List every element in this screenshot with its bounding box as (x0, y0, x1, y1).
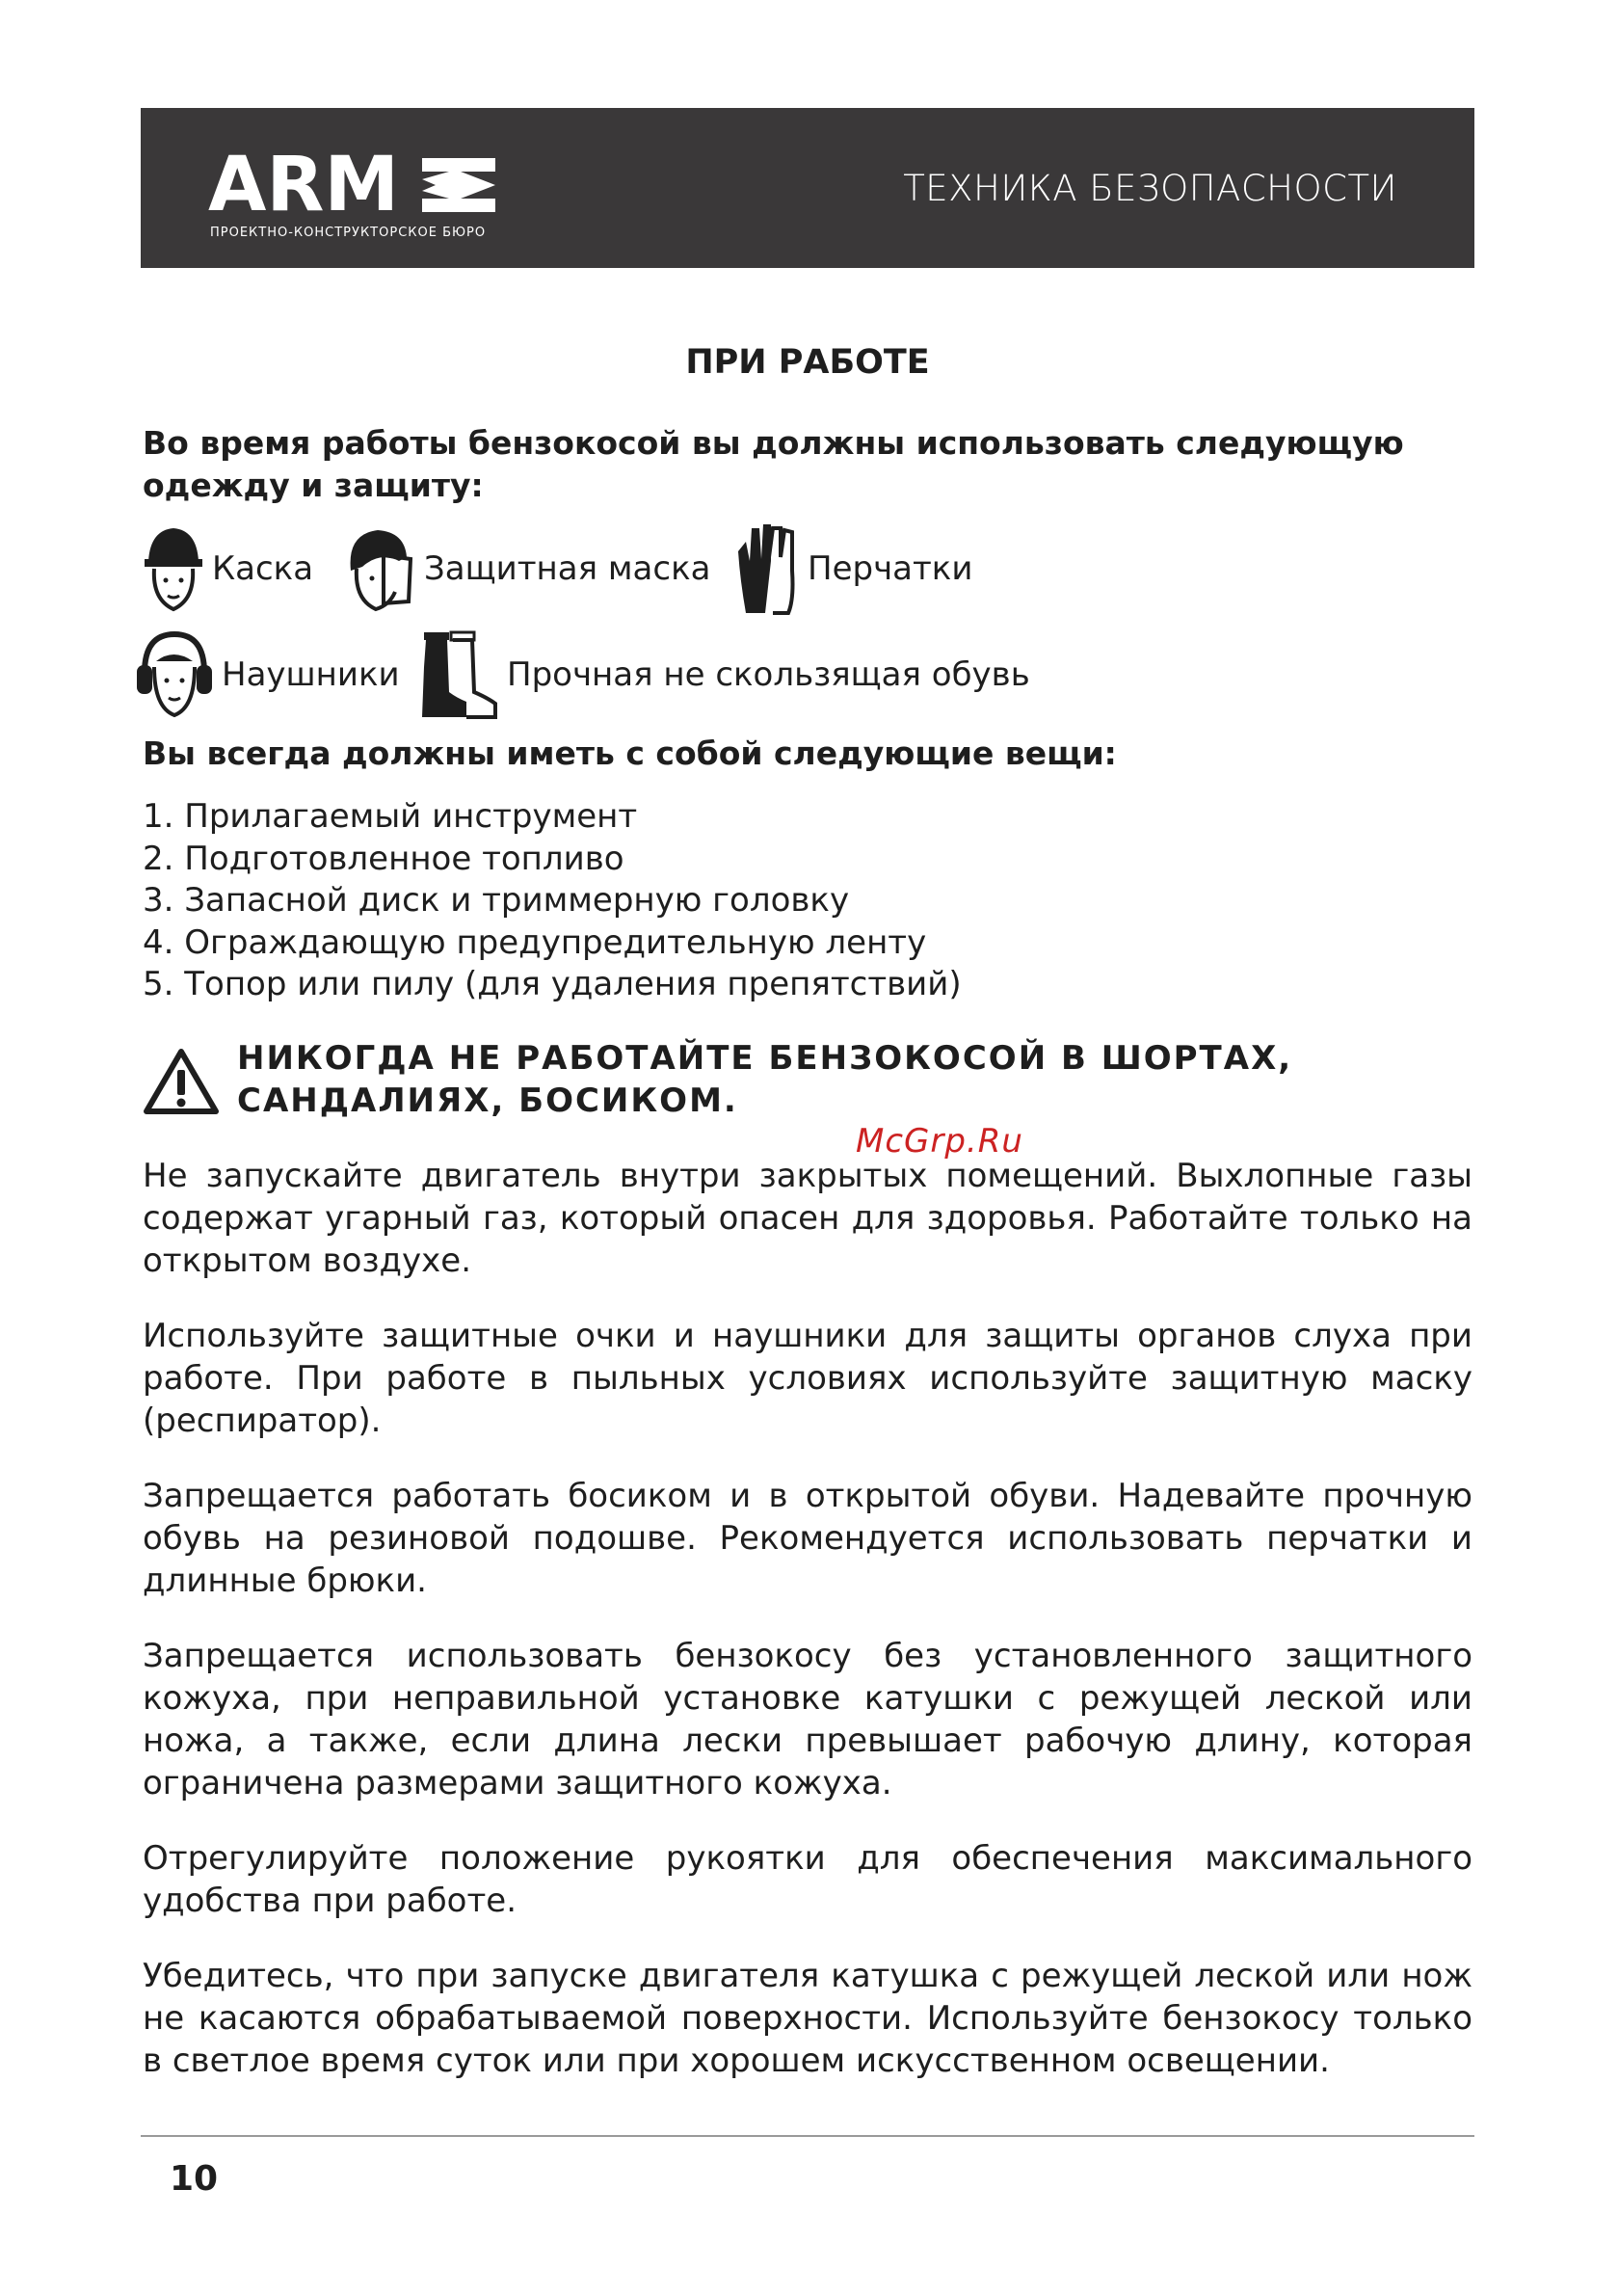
watermark: McGrp.Ru (856, 1122, 1023, 1161)
list-item: 3. Запасной диск и триммерную головку (143, 881, 850, 920)
paragraph: Убедитесь, что при запуске двигателя катушка с режущей леской или нож не касаются обрабатываемой поверхности. Используйте бензокосу только в светлое время суток или при хорошем искусственном освещении. (143, 1957, 1472, 2080)
warning-triangle-icon (143, 1047, 220, 1116)
page-title: ПРИ РАБОТЕ (685, 343, 930, 382)
logo-text: ARM (208, 147, 400, 224)
section-title: ТЕХНИКА БЕЗОПАСНОСТИ (903, 168, 1397, 209)
ppe-label: Каска (212, 549, 314, 588)
ppe-label: Перчатки (808, 549, 973, 588)
warning-block (143, 1037, 1472, 1134)
items-list (143, 796, 962, 1006)
list-item: 5. Топор или пилу (для удаления препятствий) (143, 965, 962, 1003)
page-number: 10 (170, 2159, 219, 2199)
gloves-icon (732, 522, 800, 615)
list-item: 2. Подготовленное топливо (143, 839, 624, 878)
ppe-label: Наушники (222, 655, 400, 694)
paragraph: Запрещается работать босиком и в открытой обуви. Надевайте прочную обувь на резиновой подошве. Рекомендуется использовать перчатки и длинные брюки. (143, 1477, 1472, 1600)
list-item: 4. Ограждающую предупредительную ленту (143, 922, 927, 962)
ear-muffs-icon (135, 628, 214, 721)
logo-mark-icon (208, 147, 507, 224)
ppe-label: Защитная маска (424, 549, 711, 588)
ppe-label: Прочная не скользящая обувь (507, 655, 1030, 694)
footer-divider (141, 2135, 1474, 2137)
header-banner (141, 108, 1474, 268)
face-shield-icon (341, 522, 416, 615)
ppe-item-ear-muffs (135, 627, 400, 723)
items-heading: Вы всегда должны иметь с собой следующие вещи: (143, 734, 1117, 772)
ppe-item-face-shield (341, 521, 710, 617)
ppe-item-helmet (143, 521, 313, 617)
boots-icon (418, 628, 499, 721)
ppe-item-boots (418, 627, 1030, 723)
paragraph: Отрегулируйте положение рукоятки для обеспечения максимального удобства при работе. (143, 1839, 1472, 1920)
ppe-item-gloves (732, 521, 972, 617)
paragraph: Не запускайте двигатель внутри закрытых помещений. Выхлопные газы содержат угарный газ, который опасен для здоровья. Работайте только на открытом воздухе. (143, 1157, 1472, 1280)
intro-text: Во время работы бензокосой вы должны использовать следующую одежду и защиту: (143, 424, 1404, 504)
warning-text: НИКОГДА НЕ РАБОТАЙТЕ БЕНЗОКОСОЙ В ШОРТАХ, САНДАЛИЯХ, БОСИКОМ. (237, 1039, 1293, 1120)
ppe-row-2 (143, 627, 1472, 723)
list-item: 1. Прилагаемый инструмент (143, 797, 638, 836)
helmet-icon (143, 522, 204, 615)
paragraph: Используйте защитные очки и наушники для защиты органов слуха при работе. При работе в пыльных условиях используйте защитную маску (респиратор). (143, 1317, 1472, 1440)
logo (208, 147, 507, 243)
logo-subtitle: ПРОЕКТНО-КОНСТРУКТОРСКОЕ БЮРО (210, 226, 487, 240)
ppe-row-1 (143, 521, 1472, 617)
paragraph: Запрещается использовать бензокосу без установленного защитного кожуха, при неправильной установке катушки с режущей леской или ножа, а также, если длина лески превышает рабочую длину, которая ограничена размерами защитного кожуха. (143, 1637, 1472, 1802)
